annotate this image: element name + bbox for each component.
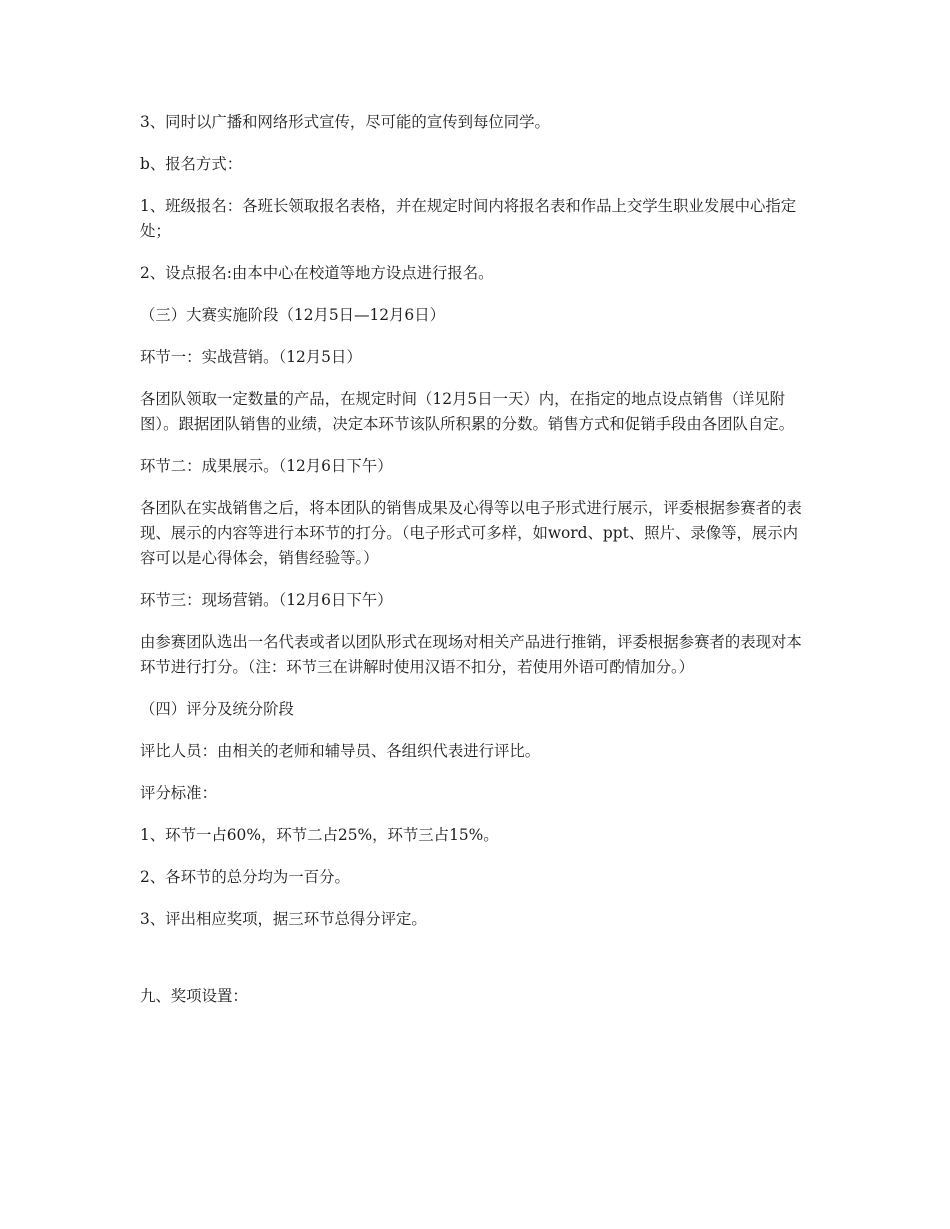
paragraph-stage-one-body: 各团队领取一定数量的产品，在规定时间（12月5日一天）内，在指定的地点设点销售（详见附图）。跟据团队销售的业绩，决定本环节该队所积累的分数。销售方式和促销手段由各团队自定。 bbox=[140, 390, 795, 433]
paragraph-stage-three-body: 由参赛团队选出一名代表或者以团队形式在现场对相关产品进行推销，评委根据参赛者的表现对本环节进行打分。（注：环节三在讲解时使用汉语不扣分，若使用外语可酌情加分。） bbox=[140, 633, 802, 676]
section-heading-awards: 九、奖项设置： bbox=[140, 987, 248, 1005]
paragraph-stage-two-body: 各团队在实战销售之后，将本团队的销售成果及心得等以电子形式进行展示，评委根据参赛者的表现、展示的内容等进行本环节的打分。（电子形式可多样，如word、ppt、照片、录像等，展示内容可以是心得体会，销售经验等。） bbox=[140, 499, 802, 567]
paragraph-criteria-1: 1、环节一占60%，环节二占25%，环节三占15%。 bbox=[140, 826, 499, 844]
paragraph-criteria-2: 2、各环节的总分均为一百分。 bbox=[140, 868, 350, 886]
paragraph-stage-three-title: 环节三：现场营销。（12月6日下午） bbox=[140, 591, 393, 609]
section-heading-scoring: （四）评分及统分阶段 bbox=[140, 700, 294, 718]
paragraph-stage-two-title: 环节二：成果展示。（12月6日下午） bbox=[140, 457, 393, 475]
document-page bbox=[140, 110, 812, 1026]
paragraph-registration-heading: b、报名方式： bbox=[140, 155, 243, 173]
paragraph-criteria-3: 3、评出相应奖项，据三环节总得分评定。 bbox=[140, 910, 427, 928]
paragraph-booth-registration: 2、设点报名:由本中心在校道等地方设点进行报名。 bbox=[140, 264, 494, 282]
paragraph-stage-one-title: 环节一：实战营销。（12月5日） bbox=[140, 348, 362, 366]
paragraph-criteria-heading: 评分标准： bbox=[140, 784, 217, 802]
section-heading-implementation: （三）大赛实施阶段（12月5日—12月6日） bbox=[140, 306, 446, 324]
paragraph-class-registration: 1、班级报名：各班长领取报名表格，并在规定时间内将报名表和作品上交学生职业发展中心指定处； bbox=[140, 197, 797, 240]
paragraph-judges: 评比人员：由相关的老师和辅导员、各组织代表进行评比。 bbox=[140, 742, 541, 760]
paragraph-publicity-3: 3、同时以广播和网络形式宣传，尽可能的宣传到每位同学。 bbox=[140, 113, 550, 131]
